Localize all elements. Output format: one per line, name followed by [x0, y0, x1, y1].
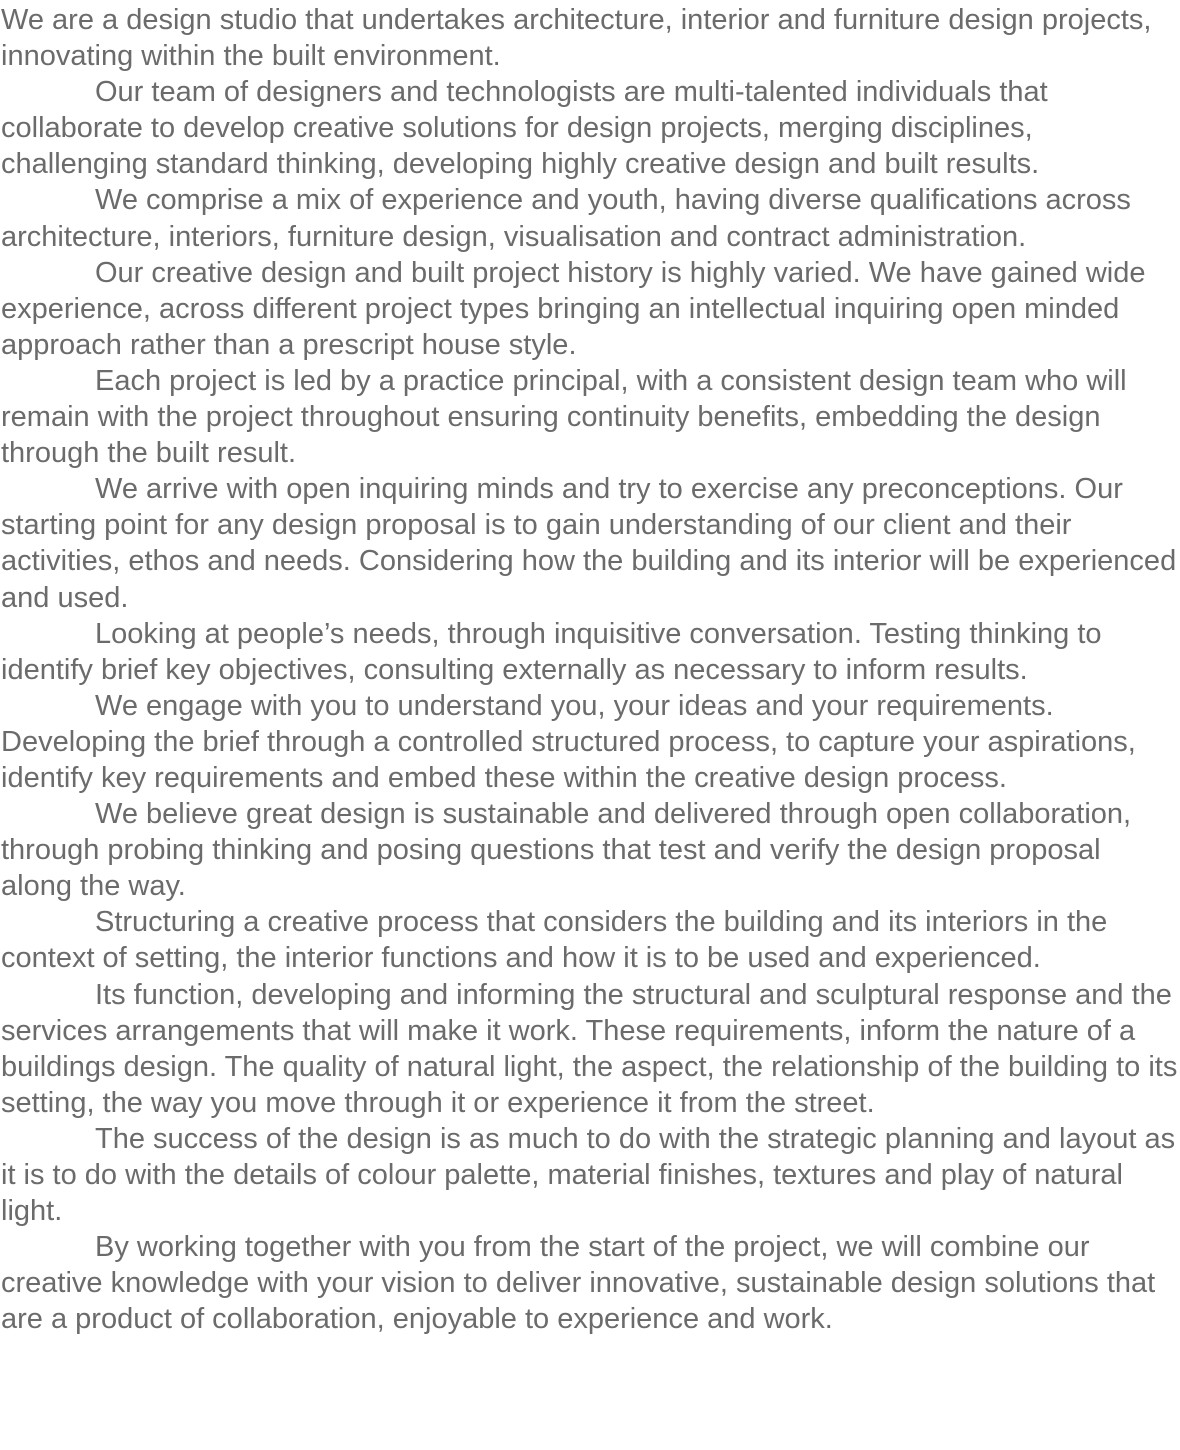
paragraph-team: Our team of designers and technologists are multi-talented individuals that collaborate to develop creative solutions for design projects, merging disciplines, challenging standard thinking, developing highly creative design and built results. — [1, 76, 1048, 181]
paragraph-open-minds: We arrive with open inquiring minds and try to exercise any preconceptions. Our starting point for any design proposal is to gain understanding of our client and their activities, ethos and needs. Considering how the building and its interior will be experienced and used. — [1, 473, 1177, 614]
paragraph-sustainable-design: We believe great design is sustainable and delivered through open collaboration, through probing thinking and posing questions that test and verify the design proposal along the way. — [1, 798, 1132, 903]
paragraph-peoples-needs: Looking at people’s needs, through inquisitive conversation. Testing thinking to identify brief key objectives, consulting externally as necessary to inform results. — [1, 617, 1102, 686]
paragraph-function: Its function, developing and informing the structural and sculptural response and the services arrangements that will make it work. These requirements, inform the nature of a buildings design. The quality of natural light, the aspect, the relationship of the building to its setting, the way you move through it or experience it from the street. — [1, 978, 1178, 1119]
paragraph-success: The success of the design is as much to do with the strategic planning and layout as it is to do with the details of colour palette, material finishes, textures and play of natural light. — [1, 1122, 1176, 1228]
paragraph-working-together: By working together with you from the start of the project, we will combine our creative knowledge with your vision to deliver innovative, sustainable design solutions that are a product of collaboration, enjoyable to experience and work. — [1, 1231, 1156, 1336]
paragraph-engage: We engage with you to understand you, your ideas and your requirements. Developing the brief through a controlled structured process, to capture your aspirations, identify key requirements and embed these within the creative design process. — [1, 689, 1136, 794]
paragraph-creative-process: Structuring a creative process that considers the building and its interiors in the context of setting, the interior functions and how it is to be used and experienced. — [1, 906, 1108, 975]
paragraph-project-history: Our creative design and built project history is highly varied. We have gained wide experience, across different project types bringing an intellectual inquiring open minded approach rather than a prescript house style. — [1, 256, 1146, 361]
paragraph-practice-principal: Each project is led by a practice principal, with a consistent design team who will remain with the project throughout ensuring continuity benefits, embedding the design through the built result. — [1, 364, 1127, 470]
paragraph-experience-mix: We comprise a mix of experience and youth, having diverse qualifications across architecture, interiors, furniture design, visualisation and contract administration. — [1, 184, 1131, 253]
paragraph-intro: We are a design studio that undertakes architecture, interior and furniture design projects, innovating within the built environment. — [1, 4, 1152, 73]
